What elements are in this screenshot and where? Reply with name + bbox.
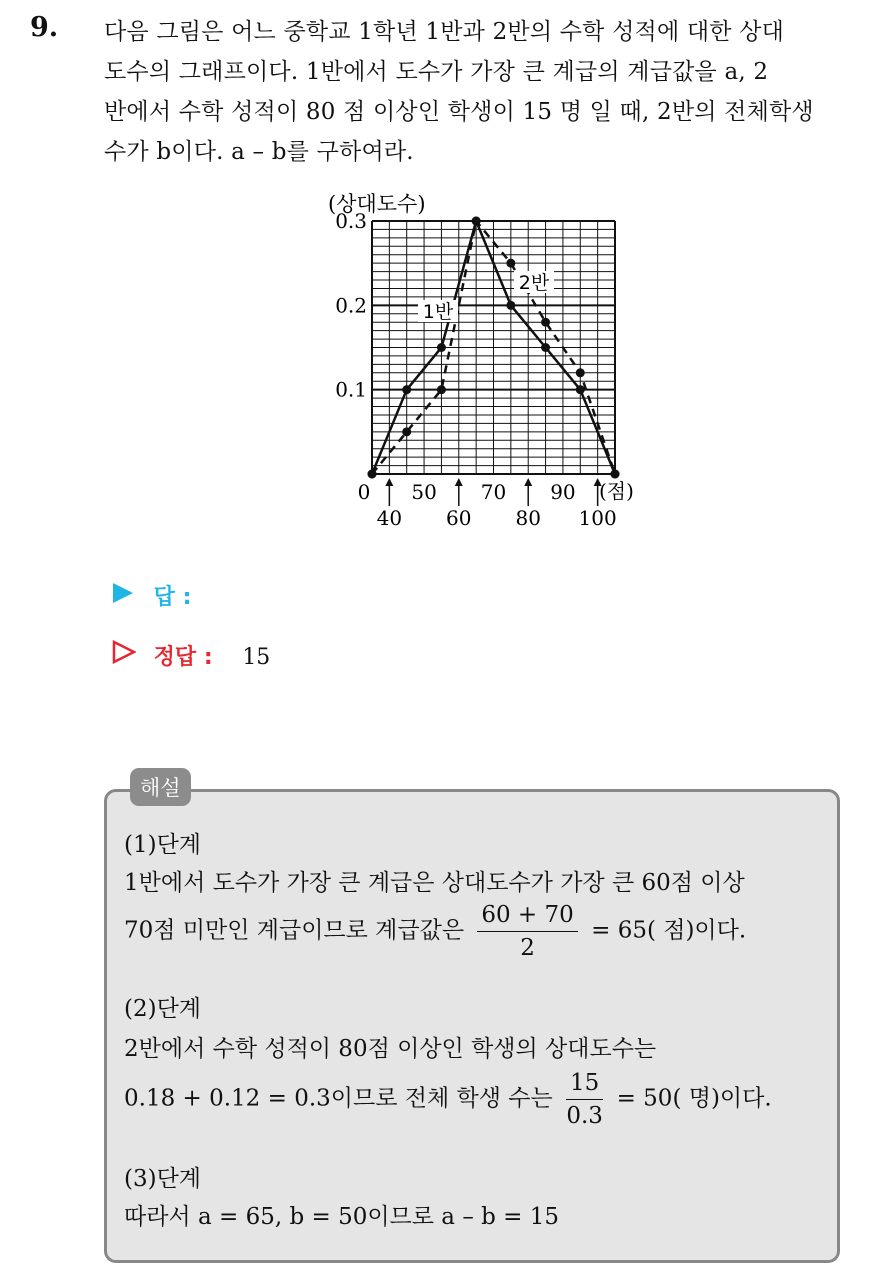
correct-answer-row (112, 640, 270, 671)
x-tick-label: 50 (411, 480, 437, 504)
step2-title: (2)단계 (124, 996, 202, 1022)
fraction-numerator: 60 + 70 (477, 902, 577, 932)
x-tick-label: 40 (376, 506, 403, 530)
question-number: 9. (30, 12, 59, 43)
data-point (611, 470, 620, 479)
series-label: 1반 (422, 301, 454, 323)
step2-fraction (566, 1070, 603, 1129)
data-point (541, 343, 550, 352)
data-point (437, 343, 446, 352)
data-point (506, 301, 515, 310)
origin-label: 0 (357, 480, 371, 504)
step2-text: 0.18 + 0.12 = 0.3이므로 전체 학생 수는 (124, 1085, 553, 1112)
step1-line2 (124, 902, 746, 961)
answer-label: 답 : (153, 585, 192, 610)
question-line: 다음 그림은 어느 중학교 1학년 1반과 2반의 수학 성적에 대한 상대 (104, 19, 785, 45)
answer-row (112, 580, 213, 611)
step1-fraction (477, 902, 577, 961)
x-axis-label: (점) (599, 479, 634, 503)
step1-title: (1)단계 (124, 832, 202, 858)
y-tick-label: 0.2 (335, 293, 367, 318)
data-point (368, 470, 377, 479)
solution-box (104, 789, 840, 1263)
question-line: 수가 b이다. a – b를 구하여라. (104, 139, 414, 165)
step1-line1: 1반에서 도수가 가장 큰 계급은 상대도수가 가장 큰 60점 이상 (124, 870, 745, 896)
x-tick-label: 90 (550, 480, 576, 504)
fraction-denominator: 2 (520, 935, 535, 961)
relative-frequency-graph (310, 186, 650, 536)
step2-result: = 50( 명)이다. (616, 1085, 772, 1112)
fraction-denominator: 0.3 (566, 1103, 603, 1129)
correct-answer-value: 15 (242, 645, 271, 670)
question-text (104, 12, 864, 172)
x-tick-label: 70 (480, 480, 507, 504)
y-tick-label: 0.3 (335, 209, 367, 233)
step3-title: (3)단계 (124, 1166, 202, 1192)
step1-text: 70점 미만인 계급이므로 계급값은 (124, 917, 465, 944)
x-tick-label: 100 (578, 506, 617, 530)
data-point (437, 385, 446, 394)
x-tick-label: 60 (446, 506, 472, 530)
step3-line1: 따라서 a = 65, b = 50이므로 a – b = 15 (124, 1204, 560, 1230)
x-tick-arrowhead (524, 478, 532, 486)
data-point (402, 427, 411, 436)
step1-result: = 65( 점)이다. (591, 917, 747, 944)
correct-answer-label: 정답 : (153, 645, 213, 670)
y-axis-label: (상대도수) (328, 192, 426, 216)
data-point (402, 385, 411, 394)
question-line: 도수의 그래프이다. 1반에서 도수가 가장 큰 계급의 계급값을 a, 2 (104, 59, 769, 85)
data-point (506, 259, 515, 268)
data-point (576, 385, 585, 394)
x-tick-label: 80 (515, 506, 541, 530)
fraction-numerator: 15 (566, 1070, 603, 1100)
step2-line2 (124, 1070, 772, 1129)
data-point (576, 368, 585, 377)
solution-tag: 해설 (130, 768, 191, 806)
x-tick-arrowhead (455, 478, 463, 486)
step2-line1: 2반에서 수학 성적이 80점 이상인 학생의 상대도수는 (124, 1036, 657, 1062)
play-icon (112, 582, 146, 610)
outline-play-icon (112, 640, 146, 670)
question-line: 반에서 수학 성적이 80 점 이상인 학생이 15 명 일 때, 2반의 전체학생 (104, 99, 814, 125)
series-label: 2반 (518, 272, 550, 294)
y-tick-label: 0.1 (335, 377, 367, 402)
x-tick-arrowhead (385, 478, 393, 486)
data-point (472, 217, 481, 226)
data-point (541, 318, 550, 327)
